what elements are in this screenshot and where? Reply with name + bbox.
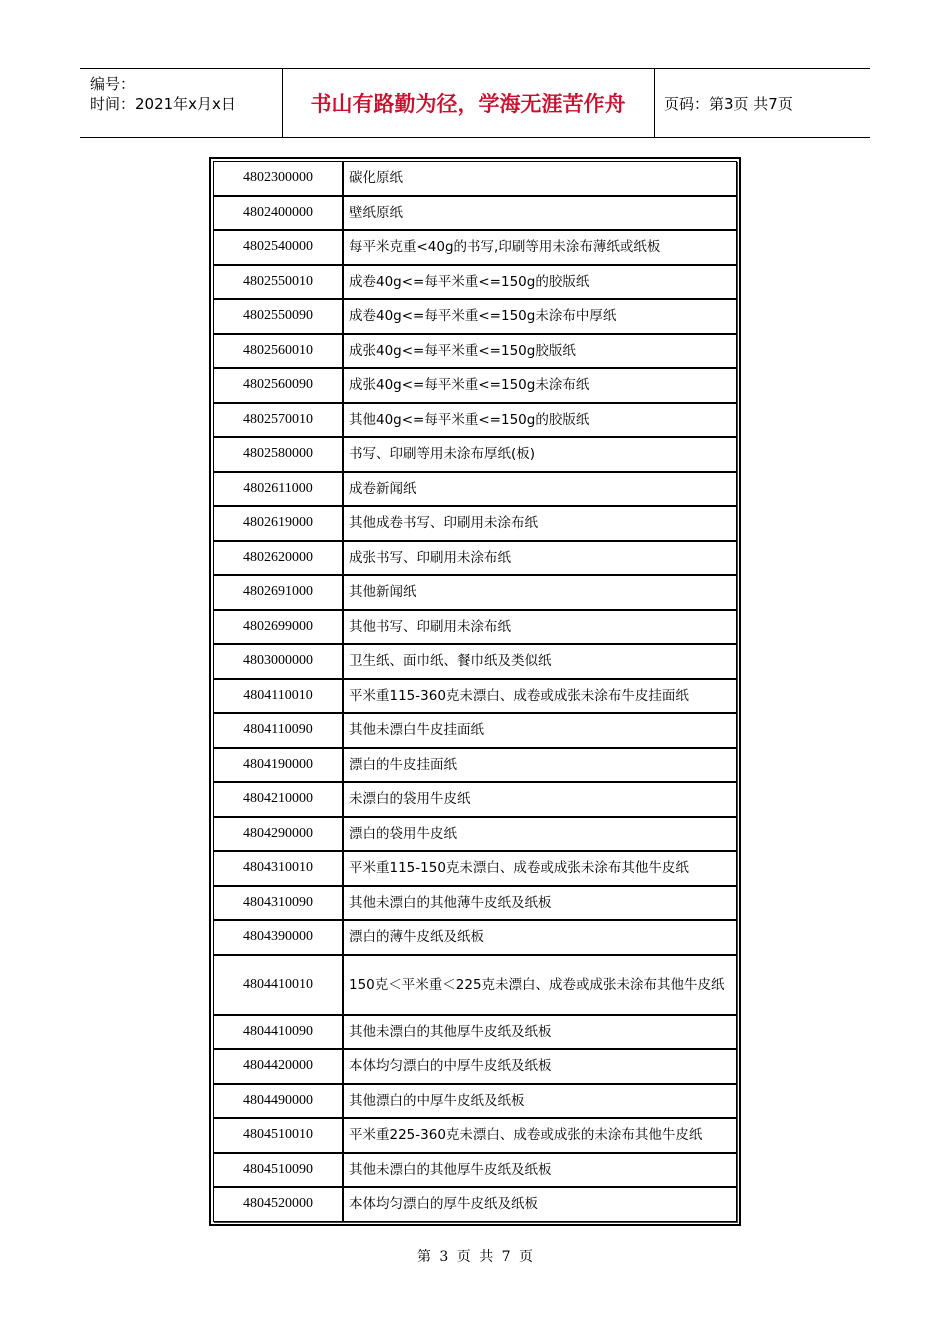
tariff-code-table (209, 157, 741, 1226)
table-row (213, 437, 737, 472)
hs-code-cell: 4804190000 (213, 748, 343, 783)
description-cell: 碳化原纸 (343, 161, 737, 196)
table-row (213, 472, 737, 507)
table-row (213, 920, 737, 955)
hs-code-cell: 4804290000 (213, 817, 343, 852)
description-cell: 未漂白的袋用牛皮纸 (343, 782, 737, 817)
description-cell: 成卷40g<=每平米重<=150g的胶版纸 (343, 265, 737, 300)
hs-code-cell: 4802619000 (213, 506, 343, 541)
hs-code-cell: 4802570010 (213, 403, 343, 438)
description-cell: 本体均匀漂白的中厚牛皮纸及纸板 (343, 1049, 737, 1084)
hs-code-cell: 4802580000 (213, 437, 343, 472)
description-cell: 其他未漂白的其他厚牛皮纸及纸板 (343, 1153, 737, 1188)
hs-code-cell: 4802611000 (213, 472, 343, 507)
table-row (213, 1015, 737, 1050)
table-row (213, 1153, 737, 1188)
hs-code-cell: 4804420000 (213, 1049, 343, 1084)
description-cell: 平米重225-360克未漂白、成卷或成张的未涂布其他牛皮纸 (343, 1118, 737, 1153)
description-cell: 书写、印刷等用未涂布厚纸(板) (343, 437, 737, 472)
description-cell: 漂白的袋用牛皮纸 (343, 817, 737, 852)
table-row (213, 161, 737, 196)
hs-code-cell: 4804390000 (213, 920, 343, 955)
hs-code-cell: 4802540000 (213, 230, 343, 265)
description-cell: 每平米克重<40g的书写,印刷等用未涂布薄纸或纸板 (343, 230, 737, 265)
description-cell: 成张40g<=每平米重<=150g胶版纸 (343, 334, 737, 369)
hs-code-cell: 4802560010 (213, 334, 343, 369)
hs-code-cell: 4804110010 (213, 679, 343, 714)
header-meta (80, 69, 283, 137)
hs-code-cell: 4804110090 (213, 713, 343, 748)
description-cell: 其他成卷书写、印刷用未涂布纸 (343, 506, 737, 541)
header-motto: 书山有路勤为径，学海无涯苦作舟 (282, 69, 655, 137)
hs-code-cell: 4803000000 (213, 644, 343, 679)
hs-code-cell: 4804410010 (213, 955, 343, 1015)
header-page-info: 页码：第3页 共7页 (664, 94, 793, 113)
hs-code-cell: 4802550010 (213, 265, 343, 300)
hs-code-cell: 4802620000 (213, 541, 343, 576)
table-row (213, 265, 737, 300)
table-body (213, 161, 737, 1222)
table-row (213, 334, 737, 369)
page-header (80, 68, 870, 138)
hs-code-cell: 4802691000 (213, 575, 343, 610)
table-row (213, 368, 737, 403)
description-cell: 成张40g<=每平米重<=150g未涂布纸 (343, 368, 737, 403)
description-cell: 其他未漂白的其他薄牛皮纸及纸板 (343, 886, 737, 921)
description-cell: 成卷40g<=每平米重<=150g未涂布中厚纸 (343, 299, 737, 334)
description-cell: 其他40g<=每平米重<=150g的胶版纸 (343, 403, 737, 438)
description-cell: 其他未漂白牛皮挂面纸 (343, 713, 737, 748)
table-row (213, 748, 737, 783)
table-row (213, 679, 737, 714)
table-row (213, 610, 737, 645)
table-row (213, 955, 737, 1015)
hs-code-cell: 4804310090 (213, 886, 343, 921)
table-row (213, 1187, 737, 1222)
hs-code-cell: 4804210000 (213, 782, 343, 817)
page-footer: 第 3 页 共 7 页 (416, 1249, 534, 1265)
document-number-label: 编号： (90, 75, 136, 93)
hs-code-cell: 4802300000 (213, 161, 343, 196)
description-cell: 成张书写、印刷用未涂布纸 (343, 541, 737, 576)
hs-code-cell: 4804510010 (213, 1118, 343, 1153)
description-cell: 平米重115-150克未漂白、成卷或成张未涂布其他牛皮纸 (343, 851, 737, 886)
table-row (213, 817, 737, 852)
table-row (213, 782, 737, 817)
description-cell: 本体均匀漂白的厚牛皮纸及纸板 (343, 1187, 737, 1222)
description-cell: 漂白的牛皮挂面纸 (343, 748, 737, 783)
table-row (213, 851, 737, 886)
hs-code-cell: 4802699000 (213, 610, 343, 645)
table-row (213, 541, 737, 576)
hs-code-cell: 4802400000 (213, 196, 343, 231)
hs-code-cell: 4804410090 (213, 1015, 343, 1050)
description-cell: 其他漂白的中厚牛皮纸及纸板 (343, 1084, 737, 1119)
table-row (213, 230, 737, 265)
description-cell: 卫生纸、面巾纸、餐巾纸及类似纸 (343, 644, 737, 679)
table-row (213, 713, 737, 748)
table-row (213, 506, 737, 541)
hs-code-cell: 4804310010 (213, 851, 343, 886)
table-row (213, 886, 737, 921)
description-cell: 平米重115-360克未漂白、成卷或成张未涂布牛皮挂面纸 (343, 679, 737, 714)
table-row (213, 299, 737, 334)
table-row (213, 196, 737, 231)
table-row (213, 1049, 737, 1084)
hs-code-cell: 4802550090 (213, 299, 343, 334)
hs-code-cell: 4804510090 (213, 1153, 343, 1188)
description-cell: 壁纸原纸 (343, 196, 737, 231)
description-cell: 成卷新闻纸 (343, 472, 737, 507)
description-cell: 其他书写、印刷用未涂布纸 (343, 610, 737, 645)
description-cell: 漂白的薄牛皮纸及纸板 (343, 920, 737, 955)
table-row (213, 1118, 737, 1153)
table-row (213, 403, 737, 438)
description-cell: 其他未漂白的其他厚牛皮纸及纸板 (343, 1015, 737, 1050)
hs-code-cell: 4802560090 (213, 368, 343, 403)
hs-code-cell: 4804490000 (213, 1084, 343, 1119)
document-date: 时间：2021年x月x日 (90, 95, 236, 113)
table-row (213, 644, 737, 679)
description-cell: 150克＜平米重＜225克未漂白、成卷或成张未涂布其他牛皮纸 (343, 955, 737, 1015)
description-cell: 其他新闻纸 (343, 575, 737, 610)
table-row (213, 575, 737, 610)
table-row (213, 1084, 737, 1119)
hs-code-cell: 4804520000 (213, 1187, 343, 1222)
